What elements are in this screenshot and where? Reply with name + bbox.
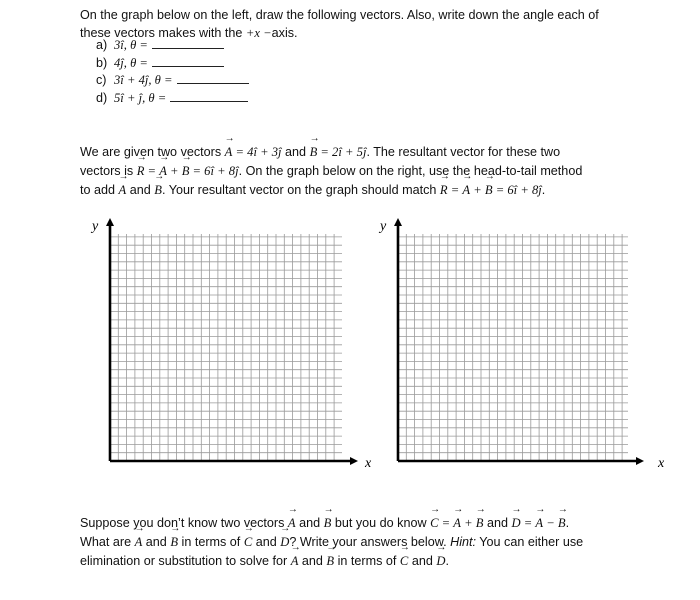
list-item: c) 3î + 4ĵ, θ =: [96, 71, 249, 89]
intro-line-2: these vectors makes with the +x −axis.: [80, 26, 298, 40]
y-axis-arrow: [394, 218, 402, 226]
graph-left[interactable]: [86, 218, 376, 470]
y-axis-label: y: [92, 219, 99, 234]
list-item: b) 4ĵ, θ =: [96, 54, 249, 72]
problem-2-text: We are given two vectors → A = 4î + 3ĵ and → B = 2î + 5ĵ. The resultant vector for these two vectors is → R = → A + → B = 6î + 8ĵ. On the graph below on the right, use the head-to-tail method to add → A and → B. Your resultant vector on the graph should match → R = → A + → B = 6î + 8ĵ.: [80, 143, 582, 200]
y-axis-label: y: [380, 219, 387, 234]
answer-blank[interactable]: [152, 36, 224, 49]
answer-blank[interactable]: [177, 71, 249, 84]
graph-right[interactable]: [374, 218, 664, 470]
list-item: d) 5î + ĵ, θ =: [96, 89, 249, 107]
x-axis-arrow: [350, 457, 358, 465]
graph-right-grid[interactable]: [374, 218, 664, 470]
vector-list: [96, 36, 249, 106]
problem-3-text: Suppose you don’t know two vectors → A and → B but you do know → C = → A + → B and → D = → A − → B. What are → A and → B in terms of → C and → D? Write your answers below. Hint: You can either use elimination or substitution to solve for → A and → B in terms of → C and → D.: [80, 514, 583, 571]
x-axis-label: x: [658, 456, 665, 471]
graph-left-grid[interactable]: [86, 218, 376, 470]
x-axis-arrow: [636, 457, 644, 465]
x-axis-label: x: [365, 456, 372, 471]
y-axis-arrow: [106, 218, 114, 226]
answer-blank[interactable]: [152, 54, 224, 67]
list-item: a) 3î, θ =: [96, 36, 249, 54]
grid-lines: [110, 234, 342, 461]
answer-blank[interactable]: [170, 89, 248, 102]
intro-line-1: On the graph below on the left, draw the following vectors. Also, write down the angle each of: [80, 8, 599, 22]
grid-lines: [398, 234, 628, 461]
